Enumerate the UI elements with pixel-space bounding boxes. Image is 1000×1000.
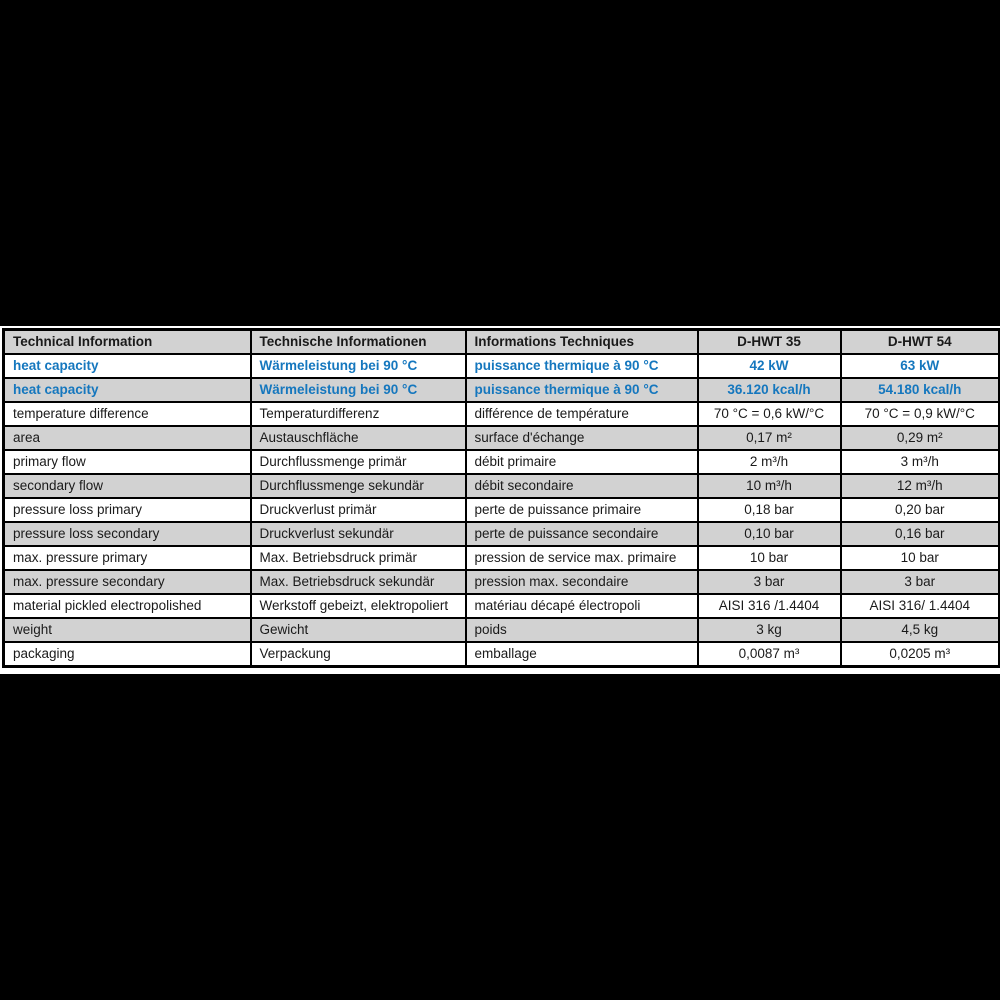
cell-english-label: heat capacity xyxy=(4,354,251,378)
cell-french-label: matériau décapé électropoli xyxy=(466,594,698,618)
column-header-d-hwt-35: D-HWT 35 xyxy=(698,330,841,355)
cell-english-label: primary flow xyxy=(4,450,251,474)
cell-value-d-hwt-35: 2 m³/h xyxy=(698,450,841,474)
datasheet-band xyxy=(0,326,1000,674)
cell-french-label: puissance thermique à 90 °C xyxy=(466,378,698,402)
cell-value-d-hwt-35: 70 °C = 0,6 kW/°C xyxy=(698,402,841,426)
cell-german-label: Austauschfläche xyxy=(251,426,466,450)
column-header-d-hwt-54: D-HWT 54 xyxy=(841,330,1000,355)
cell-english-label: area xyxy=(4,426,251,450)
cell-english-label: max. pressure primary xyxy=(4,546,251,570)
table-row xyxy=(4,618,1000,642)
cell-value-d-hwt-54: 0,0205 m³ xyxy=(841,642,1000,667)
cell-value-d-hwt-54: 54.180 kcal/h xyxy=(841,378,1000,402)
cell-english-label: max. pressure secondary xyxy=(4,570,251,594)
cell-value-d-hwt-54: 10 bar xyxy=(841,546,1000,570)
cell-value-d-hwt-54: 4,5 kg xyxy=(841,618,1000,642)
cell-value-d-hwt-35: 0,10 bar xyxy=(698,522,841,546)
cell-german-label: Durchflussmenge primär xyxy=(251,450,466,474)
cell-german-label: Max. Betriebsdruck primär xyxy=(251,546,466,570)
cell-english-label: temperature difference xyxy=(4,402,251,426)
cell-german-label: Gewicht xyxy=(251,618,466,642)
cell-german-label: Druckverlust sekundär xyxy=(251,522,466,546)
cell-value-d-hwt-35: 0,0087 m³ xyxy=(698,642,841,667)
cell-german-label: Werkstoff gebeizt, elektropoliert xyxy=(251,594,466,618)
table-body xyxy=(4,354,1000,667)
table-row xyxy=(4,546,1000,570)
cell-value-d-hwt-35: AISI 316 /1.4404 xyxy=(698,594,841,618)
table-row xyxy=(4,498,1000,522)
cell-english-label: material pickled electropolished xyxy=(4,594,251,618)
cell-french-label: débit primaire xyxy=(466,450,698,474)
cell-english-label: secondary flow xyxy=(4,474,251,498)
cell-german-label: Wärmeleistung bei 90 °C xyxy=(251,378,466,402)
cell-french-label: pression de service max. primaire xyxy=(466,546,698,570)
table-header xyxy=(4,330,1000,355)
cell-value-d-hwt-54: 3 m³/h xyxy=(841,450,1000,474)
cell-value-d-hwt-54: 12 m³/h xyxy=(841,474,1000,498)
cell-value-d-hwt-35: 10 bar xyxy=(698,546,841,570)
cell-value-d-hwt-35: 0,18 bar xyxy=(698,498,841,522)
cell-english-label: heat capacity xyxy=(4,378,251,402)
table-row xyxy=(4,378,1000,402)
table-row xyxy=(4,426,1000,450)
header-row xyxy=(4,330,1000,355)
cell-german-label: Temperaturdifferenz xyxy=(251,402,466,426)
cell-value-d-hwt-54: 63 kW xyxy=(841,354,1000,378)
cell-value-d-hwt-54: 0,16 bar xyxy=(841,522,1000,546)
cell-value-d-hwt-35: 10 m³/h xyxy=(698,474,841,498)
table-row xyxy=(4,522,1000,546)
cell-english-label: weight xyxy=(4,618,251,642)
table-row xyxy=(4,594,1000,618)
cell-value-d-hwt-35: 36.120 kcal/h xyxy=(698,378,841,402)
table-row xyxy=(4,570,1000,594)
cell-french-label: emballage xyxy=(466,642,698,667)
cell-value-d-hwt-35: 0,17 m² xyxy=(698,426,841,450)
cell-french-label: poids xyxy=(466,618,698,642)
cell-value-d-hwt-54: 70 °C = 0,9 kW/°C xyxy=(841,402,1000,426)
cell-value-d-hwt-35: 42 kW xyxy=(698,354,841,378)
table-row xyxy=(4,474,1000,498)
cell-german-label: Druckverlust primär xyxy=(251,498,466,522)
cell-value-d-hwt-35: 3 kg xyxy=(698,618,841,642)
cell-english-label: pressure loss secondary xyxy=(4,522,251,546)
cell-french-label: surface d'échange xyxy=(466,426,698,450)
cell-french-label: pression max. secondaire xyxy=(466,570,698,594)
cell-french-label: perte de puissance primaire xyxy=(466,498,698,522)
column-header-german: Technische Informationen xyxy=(251,330,466,355)
table-row xyxy=(4,450,1000,474)
table-row xyxy=(4,354,1000,378)
cell-german-label: Durchflussmenge sekundär xyxy=(251,474,466,498)
cell-german-label: Verpackung xyxy=(251,642,466,667)
table-row xyxy=(4,402,1000,426)
column-header-english: Technical Information xyxy=(4,330,251,355)
cell-french-label: perte de puissance secondaire xyxy=(466,522,698,546)
cell-french-label: puissance thermique à 90 °C xyxy=(466,354,698,378)
cell-french-label: différence de température xyxy=(466,402,698,426)
cell-english-label: packaging xyxy=(4,642,251,667)
cell-french-label: débit secondaire xyxy=(466,474,698,498)
cell-value-d-hwt-54: 0,20 bar xyxy=(841,498,1000,522)
cell-english-label: pressure loss primary xyxy=(4,498,251,522)
cell-german-label: Wärmeleistung bei 90 °C xyxy=(251,354,466,378)
cell-value-d-hwt-54: 0,29 m² xyxy=(841,426,1000,450)
cell-value-d-hwt-54: 3 bar xyxy=(841,570,1000,594)
cell-value-d-hwt-35: 3 bar xyxy=(698,570,841,594)
technical-data-table xyxy=(2,328,1000,668)
table-row xyxy=(4,642,1000,667)
cell-value-d-hwt-54: AISI 316/ 1.4404 xyxy=(841,594,1000,618)
cell-german-label: Max. Betriebsdruck sekundär xyxy=(251,570,466,594)
column-header-french: Informations Techniques xyxy=(466,330,698,355)
